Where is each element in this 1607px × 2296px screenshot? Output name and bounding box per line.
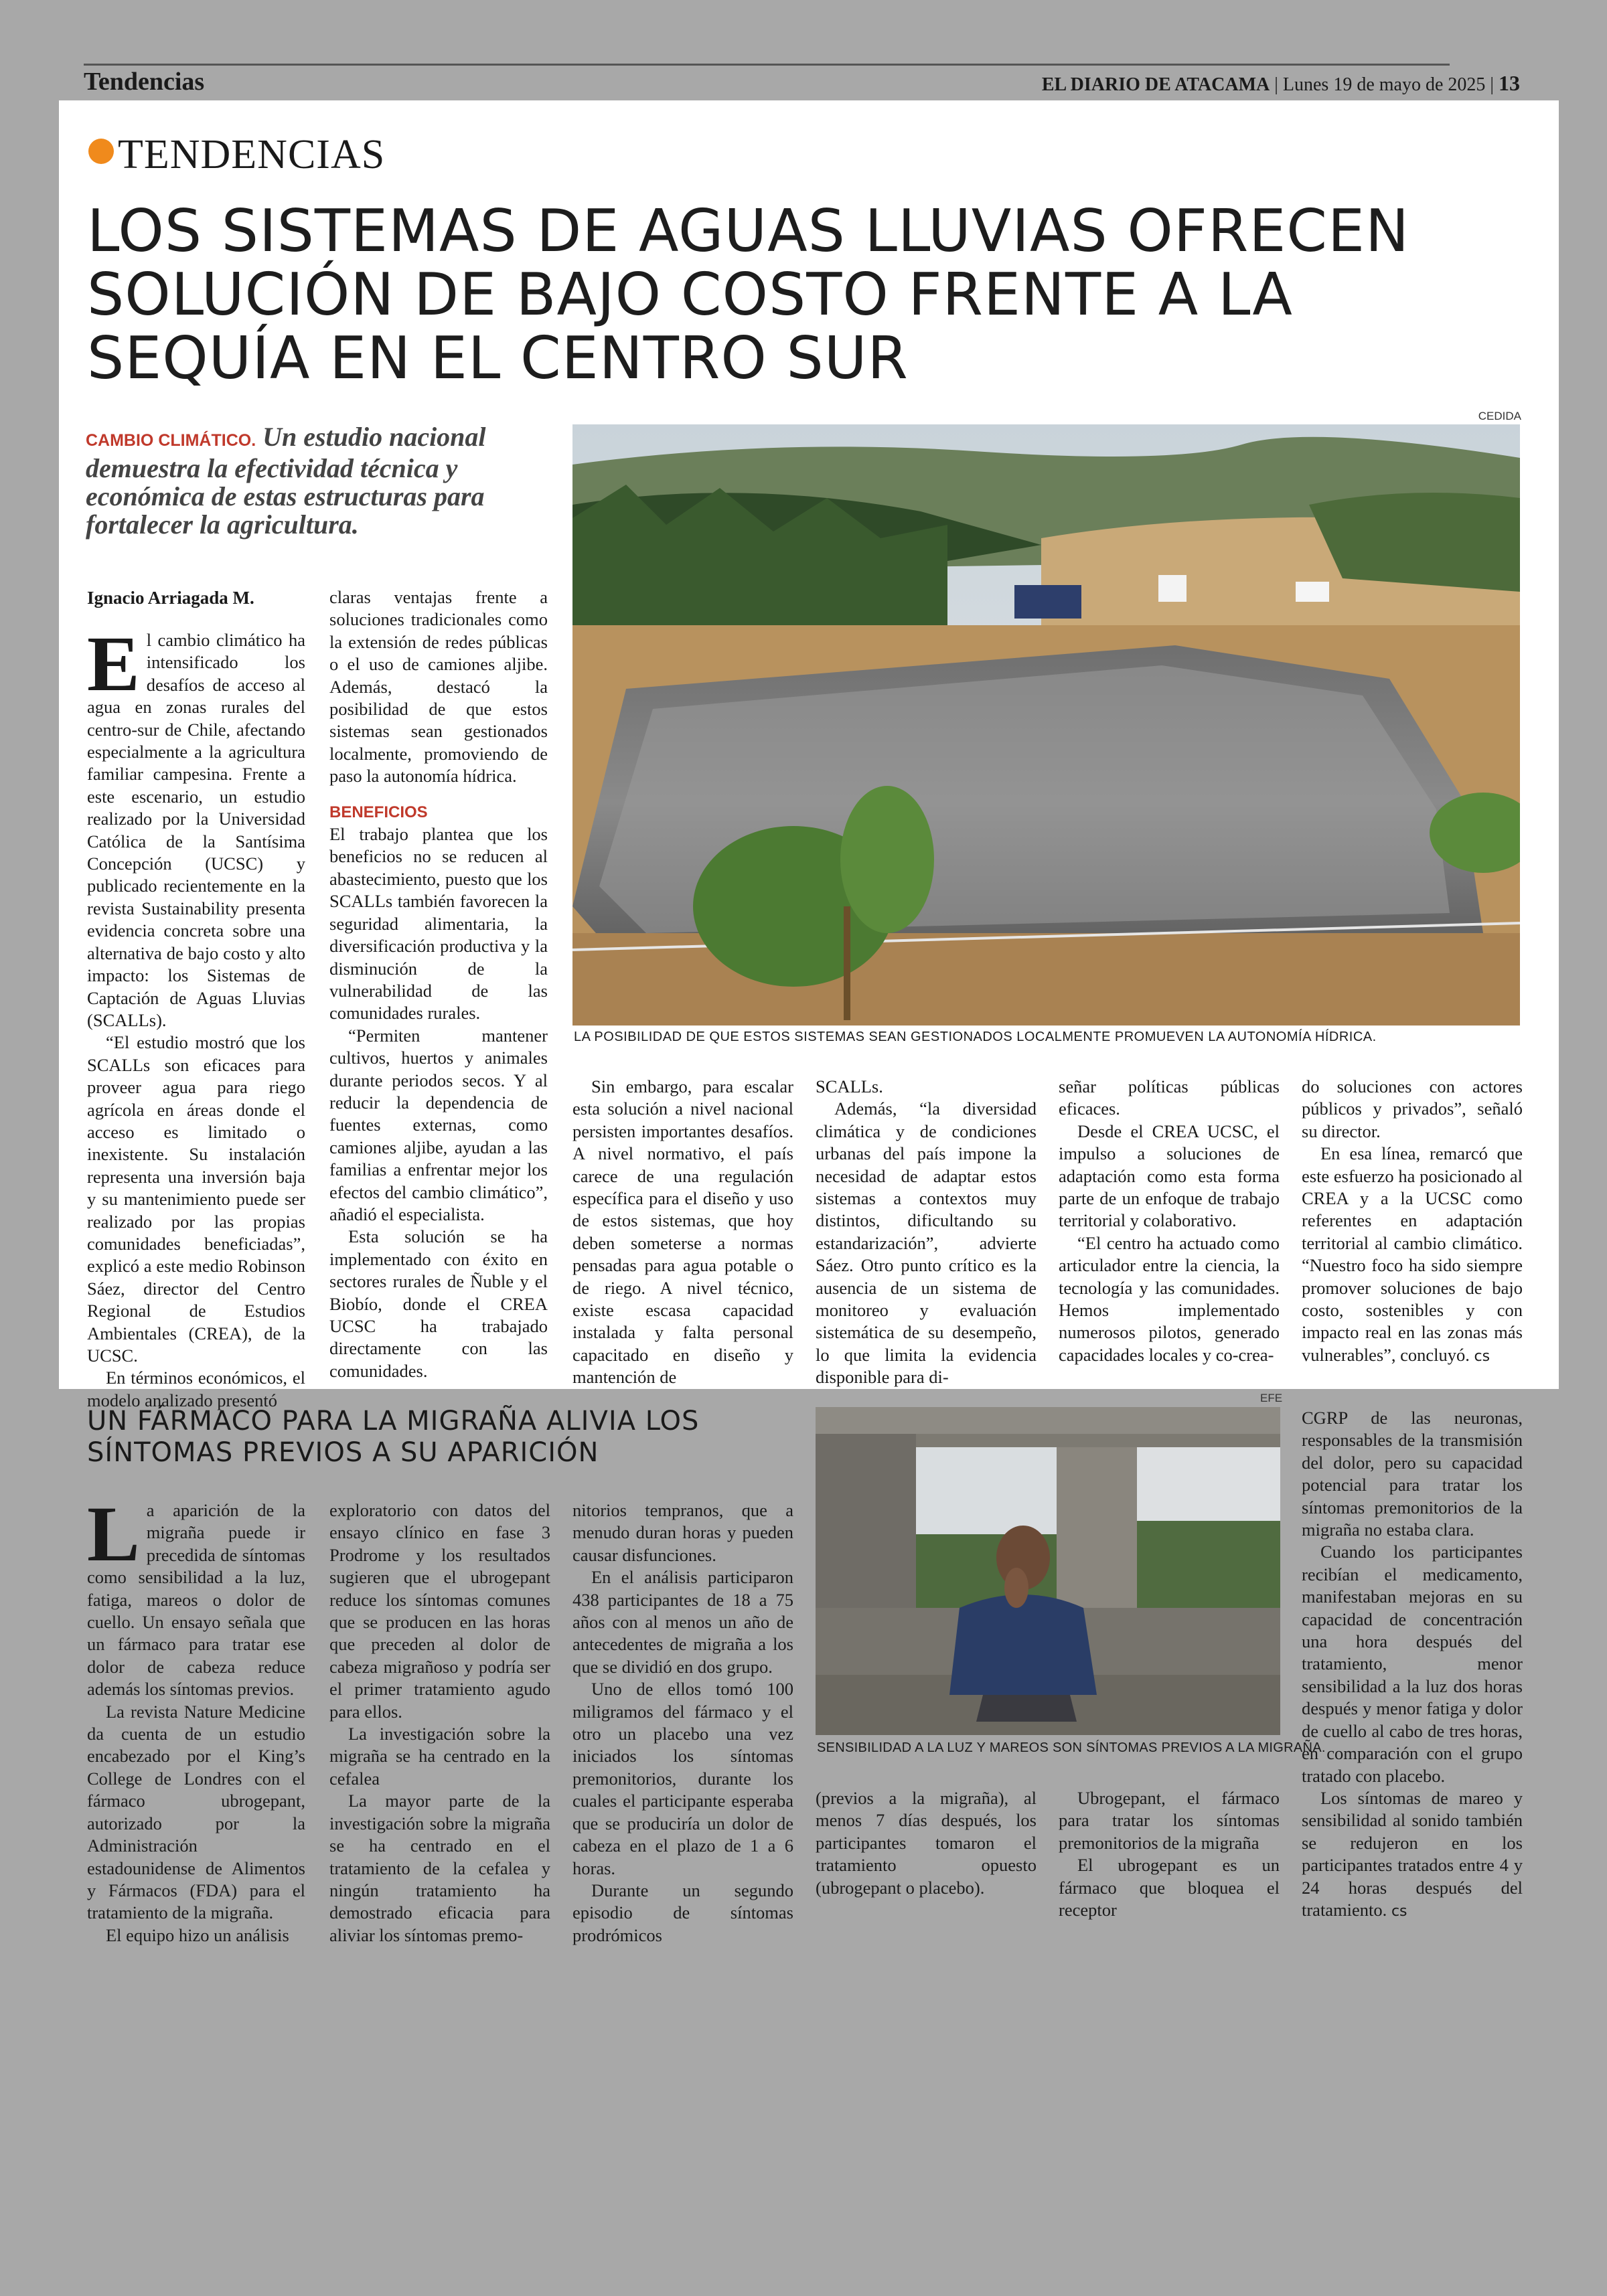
paragraph: La revista Nature Medicine da cuenta de un estudio encabezado por el King’s College de Londres con el fármaco ubrogepant, autorizado por la Administración estadounidense de Alimentos y Fármacos (FDA) para el tratamiento de la migraña. [87,1701,305,1923]
paragraph: Durante un segundo episodio de síntomas prodrómicos [572,1880,793,1945]
paragraph: Desde el CREA UCSC, el impulso a soluciones de adaptación como esta forma parte de un enfoque de trabajo territorial y colaborativo. [1059,1121,1280,1231]
kicker-label: TENDENCIAS [118,132,386,177]
paragraph: “Permiten mantener cultivos, huertos y animales durante periodos secos. Y al reducir la dependencia de fuentes externas, como camiones aljibe, ayudan a las familias a enfrentar mejor los efectos del cambio climático”, añadió el especialista. [329,1025,548,1224]
deck-tag: CAMBIO CLIMÁTICO. [86,431,256,450]
article2-column-5 [1059,1787,1280,1921]
paragraph: Ubrogepant, el fármaco para tratar los síntomas premonitorios de la migraña [1059,1788,1280,1853]
masthead-separator: | [1274,74,1283,95]
paragraph: Esta solución se ha implementado con éxito en sectores rurales de Ñuble y el Biobío, donde el CREA UCSC ha trabajado directamente con las comunidades. [329,1226,548,1381]
paragraph: Uno de ellos tomó 100 miligramos del fármaco y el otro un placebo una vez iniciados los síntomas premonitorios, durante los cuales el participante esperaba que se produciría un dolor de cabeza en el plazo de 1 a 6 horas. [572,1679,793,1878]
paragraph: (previos a la migraña), al menos 7 días después, los participantes tomaron el tratamiento opuesto (ubrogepant o placebo). [816,1788,1037,1898]
paragraph: El equipo hizo un análisis [106,1924,289,1945]
article1-column-3 [572,1076,793,1389]
photo-caption: SENSIBILIDAD A LA LUZ Y MAREOS SON SÍNTOMAS PREVIOS A LA MIGRAÑA. [817,1740,1326,1755]
subheading: BENEFICIOS [329,803,428,821]
paragraph: Sin embargo, para escalar esta solución a nivel nacional persisten importantes desafíos. A nivel normativo, el país carece de una regulación específica para el diseño y uso de estos sistemas, que hoy deben someterse a normas pensadas para agua potable o de riego. A nivel técnico, existe escasa capacidad instalada y falta personal capacitado en diseño y mantención de [572,1076,793,1388]
paragraph [1302,1143,1523,1368]
kicker [88,131,385,179]
publication-date: Lunes 19 de mayo de 2025 [1282,74,1486,95]
article2-column-1 [87,1490,305,1947]
article1-column-2 [329,586,548,1382]
deck-text: Un estudio nacional demuestra la efectividad técnica y económica de estas estructuras para fortalecer la agricultura. [86,422,486,540]
article2-headline: UN FÁRMACO PARA LA MIGRAÑA ALIVIA LOS SÍNTOMAS PREVIOS A SU APARICIÓN [87,1406,700,1468]
article2-column-4 [816,1787,1037,1899]
publication-name: EL DIARIO DE ATACAMA [1041,74,1270,95]
kicker-dot-icon [88,139,114,164]
drop-cap: E [87,620,140,708]
article-headline: LOS SISTEMAS DE AGUAS LLUVIAS OFRECEN SOLUCIÓN DE BAJO COSTO FRENTE A LA SEQUÍA EN EL CENTRO SUR [87,197,1410,392]
paragraph: En el análisis participaron 438 participantes de 18 a 75 años con al menos un año de antecedentes de migraña a los que se dividió en dos grupo. [572,1567,793,1677]
paragraph: exploratorio con datos del ensayo clínico en fase 3 Prodrome y los resultados sugieren que el ubrogepant reduce los síntomas comunes que se producen en las horas que preceden al dolor de cabeza migrañoso y podría ser el primer tratamiento agudo para ellos. [329,1500,550,1722]
masthead-separator: | [1490,74,1499,95]
byline: Ignacio Arriagada M. [87,588,254,608]
section-name: Tendencias [84,68,205,96]
photo-credit: CEDIDA [1478,410,1521,422]
photo-caption: LA POSIBILIDAD DE QUE ESTOS SISTEMAS SEAN GESTIONADOS LOCALMENTE PROMUEVEN LA AUTONOMÍA HÍDRICA. [574,1030,1377,1044]
paragraph [1302,1787,1523,1922]
drop-cap: L [87,1490,140,1578]
paragraph: SCALLs. [816,1076,883,1096]
end-mark-icon: cs [1391,1902,1407,1920]
paragraph-text: Los síntomas de mareo y sensibilidad al sonido también se redujeron en los participantes tratados entre 4 y 24 horas después del tratamiento. [1302,1787,1523,1920]
paragraph: claras ventajas frente a soluciones tradicionales como la extensión de redes públicas o el uso de camiones aljibe. Además, destacó la posibilidad de que estos sistemas sean gestionados localmente, promoviendo de paso la autonomía hídrica. [329,587,548,787]
paragraph: “El estudio mostró que los SCALLs son eficaces para proveer agua para riego agrícola en áreas donde el acceso es limitado o inexistente. Su instalación representa una inversión baja y su mantenimiento puede ser realizado por las propias comunidades beneficiadas”, explicó a este medio Robinson Sáez, director del Centro Regional de Estudios Ambientales (CREA), de la UCSC. [87,1032,305,1366]
paragraph: do soluciones con actores públicos y privados”, señaló su director. [1302,1076,1523,1141]
paragraph: El ubrogepant es un fármaco que bloquea el receptor [1059,1855,1280,1920]
migraine-photo [816,1407,1280,1735]
reservoir-photo [572,424,1520,1026]
article1-column-4 [816,1076,1037,1389]
paragraph: a aparición de la migraña puede ir precedida de síntomas como sensibilidad a la luz, fatiga, mareos o dolor de cuello. Un ensayo señala que un fármaco para tratar ese dolor de cabeza reduce además los síntomas previos. [87,1500,305,1700]
paragraph: El trabajo plantea que los beneficios no se reducen al abastecimiento, puesto que los SCALLs también favorecen la seguridad alimentaria, la diversificación productiva y la disminución de la vulnerabilidad de las comunidades rurales. [329,824,548,1023]
page-number: 13 [1499,71,1520,95]
paragraph: señar políticas públicas eficaces. [1059,1076,1280,1119]
paragraph-text: En esa línea, remarcó que este esfuerzo ha posicionado al CREA y a la UCSC como referentes en adaptación territorial al cambio climático. “Nuestro foco ha sido siempre promover soluciones de bajo costo, sostenibles y con impacto real en las zonas más vulnerables”, concluyó. [1302,1143,1523,1365]
paragraph: “El centro ha actuado como articulador entre la ciencia, la tecnología y las comunidades. Hemos implementado numerosos pilotos, generado capacidades locales y co-crea- [1059,1232,1280,1365]
article1-column-6 [1302,1076,1523,1368]
paragraph: La mayor parte de la investigación sobre la migraña se ha centrado en el tratamiento de la cefalea y ningún tratamiento ha demostrado eficacia para aliviar los síntomas premo- [329,1791,550,1945]
photo-credit: EFE [1260,1392,1283,1404]
paragraph: l cambio climático ha intensificado los desafíos de acceso al agua en zonas rurales del centro-sur de Chile, afectando especialmente a la agricultura familiar campesina. Frente a este escenario, un estudio realizado por la Universidad Católica de la Santísima Concepción (UCSC) y publicado recientemente en la revista Sustainability presenta evidencia concreta sobre una alternativa de bajo costo y alto impacto: los Sistemas de Captación de Aguas Lluvias (SCALLs). [87,630,305,1030]
article1-column-1 [87,620,305,1412]
paragraph: Cuando los participantes recibían el medicamento, manifestaban mejoras en su capacidad de concentración una hora después del tratamiento, menor sensibilidad a la luz dos horas después y menor fatiga y dolor de cuello al cabo de tres horas, en comparación con el grupo tratado con placebo. [1302,1542,1523,1786]
paragraph: CGRP de las neuronas, responsables de la transmisión del dolor, pero su capacidad potencial para tratar los síntomas premonitorios de la migraña no estaba clara. [1302,1408,1523,1540]
article2-column-3 [572,1499,793,1947]
article2-column-6 [1302,1407,1523,1922]
paragraph: Además, “la diversidad climática y de condiciones urbanas del país impone la necesidad de adaptar estos sistemas a contextos muy distintos, dificultando su estandarización”, advierte Sáez. Otro punto crítico es la ausencia de un sistema de monitoreo y evaluación sistemática de su desempeño, lo que limita la evidencia disponible para di- [816,1098,1037,1388]
masthead [1042,71,1520,96]
article1-column-5 [1059,1076,1280,1366]
paragraph: La investigación sobre la migraña se ha centrado en la cefalea [329,1724,550,1789]
paragraph: En términos económicos, el modelo analizado presentó [87,1368,305,1410]
article2-column-2 [329,1499,550,1947]
end-mark-icon: cs [1474,1347,1490,1365]
article-deck [86,423,541,539]
paragraph: nitorios tempranos, que a menudo duran horas y pueden causar disfunciones. [572,1500,793,1565]
